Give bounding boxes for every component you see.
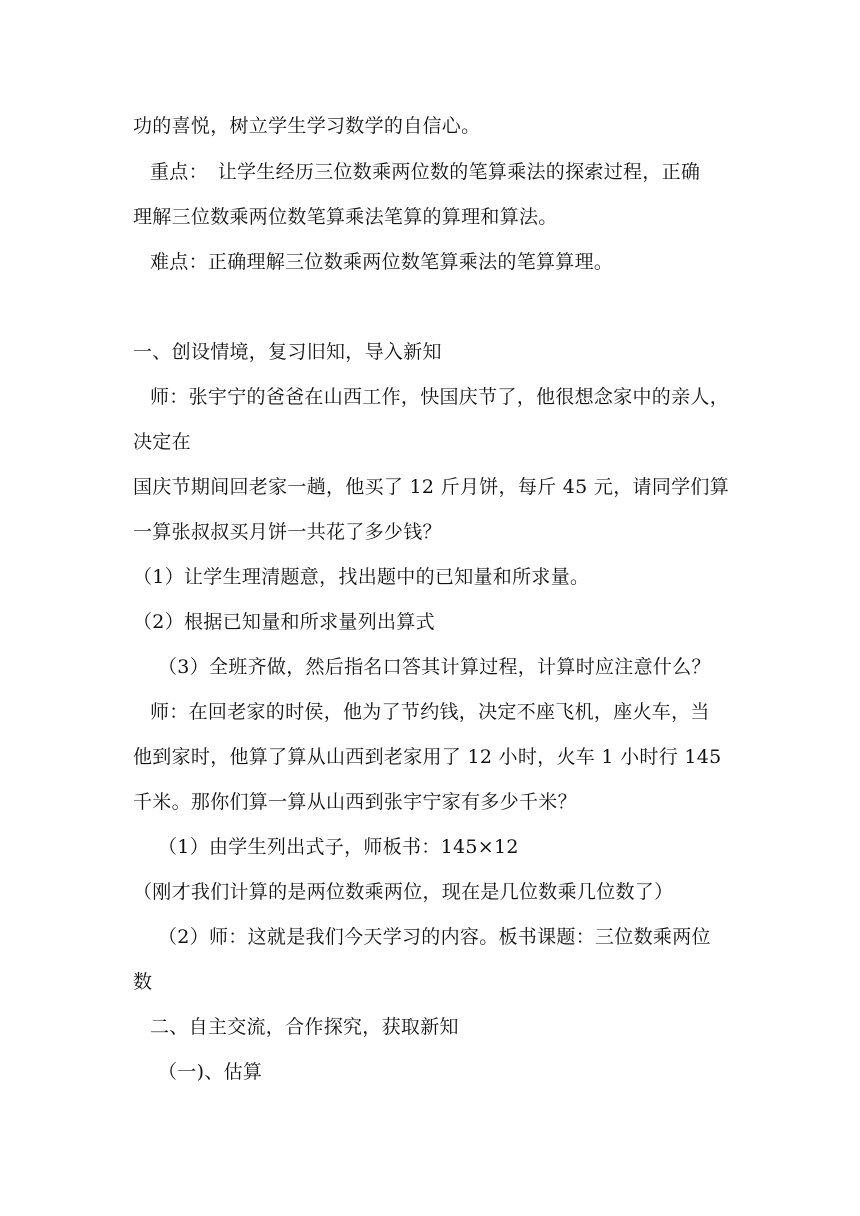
- list-item-topic-continuation: 数: [133, 971, 153, 993]
- text-line-goal-continuation: 功的喜悦，树立学生学习数学的自信心。: [133, 115, 481, 137]
- list-item-2: （2）根据已知量和所求量列出算式: [133, 611, 435, 633]
- section-heading-2: 二、自主交流，合作探究，获取新知: [150, 1016, 459, 1038]
- text-line-remark: （刚才我们计算的是两位数乘两位，现在是几位数乘几位数了）: [133, 881, 674, 903]
- section-heading-1: 一、创设情境，复习旧知，导入新知: [133, 341, 442, 363]
- text-line-teacher-2-continuation-a: 他到家时，他算了算从山西到老家用了 12 小时，火车 1 小时行 145: [133, 746, 722, 768]
- text-line-key-point-continuation: 理解三位数乘两位数笔算乘法笔算的算理和算法。: [133, 206, 558, 228]
- text-line-teacher-1-continuation-c: 一算张叔叔买月饼一共花了多少钱？: [133, 521, 442, 543]
- text-line-difficulty: 难点：正确理解三位数乘两位数笔算乘法的笔算算理。: [150, 251, 614, 273]
- text-line-teacher-1: 师：张宇宁的爸爸在山西工作，快国庆节了，他很想念家中的亲人，: [150, 386, 730, 408]
- text-line-teacher-1-continuation-a: 决定在: [133, 431, 191, 453]
- text-line-teacher-1-continuation-b: 国庆节期间回老家一趟，他买了 12 斤月饼，每斤 45 元，请同学们算: [133, 476, 730, 498]
- subsection-heading-estimate: （一)、估算: [158, 1061, 263, 1083]
- text-line-key-point: 重点： 让学生经历三位数乘两位数的笔算乘法的探索过程，正确: [150, 161, 701, 183]
- list-item-topic: （2）师：这就是我们今天学习的内容。板书课题：三位数乘两位: [158, 926, 711, 948]
- list-item-3: （3）全班齐做，然后指名口答其计算过程，计算时应注意什么？: [158, 656, 711, 678]
- text-line-teacher-2: 师：在回老家的时侯，他为了节约钱，决定不座飞机，座火车，当: [150, 701, 710, 723]
- text-line-teacher-2-continuation-b: 千米。那你们算一算从山西到张宇宁家有多少千米？: [133, 791, 577, 813]
- list-item-1: （1）让学生理清题意，找出题中的已知量和所求量。: [133, 566, 590, 588]
- list-item-formula: （1）由学生列出式子，师板书：145×12: [158, 836, 519, 858]
